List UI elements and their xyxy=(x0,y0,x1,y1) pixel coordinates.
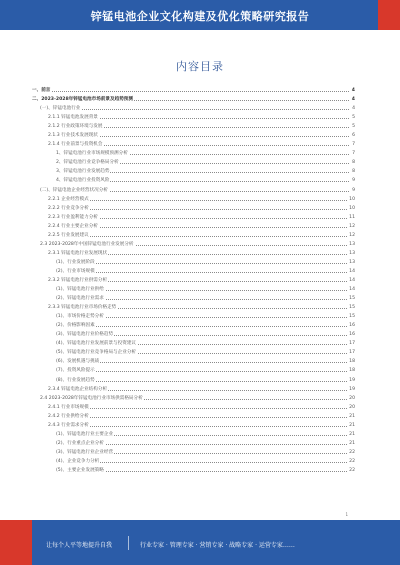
toc-entry[interactable] xyxy=(32,195,355,204)
toc-entry-page: 22 xyxy=(348,466,355,475)
toc-entry-page: 11 xyxy=(348,213,355,222)
toc-entry-label: 2.2.1 企业经营模式 xyxy=(48,195,90,204)
toc-entry[interactable] xyxy=(32,213,355,222)
toc-entry-page: 10 xyxy=(348,204,355,213)
footer-red-stripe xyxy=(0,520,32,565)
toc-entry[interactable] xyxy=(32,303,355,312)
toc-entry-label: (7)、投资风险提示 xyxy=(56,366,96,375)
toc-entry-label: (5)、锌锰电池行业竞争格局与企业分析 xyxy=(56,348,137,357)
footer-slogan: 让每个人平等地提升自我 xyxy=(46,542,113,549)
footer-divider xyxy=(128,536,129,550)
toc-entry-page: 16 xyxy=(348,330,355,339)
toc-entry[interactable] xyxy=(32,339,355,348)
toc-entry[interactable] xyxy=(32,285,355,294)
toc-entry[interactable] xyxy=(32,95,355,104)
toc-entry-page: 14 xyxy=(348,267,355,276)
toc-dot-leader xyxy=(32,91,349,92)
toc-entry-label: (2)、行业重点企业分析 xyxy=(56,439,105,448)
toc-entry-page: 13 xyxy=(348,249,355,258)
toc-entry-label: 2、锌锰电池行业竞争格局分析 xyxy=(56,158,120,167)
toc-entry-page: 12 xyxy=(348,222,355,231)
toc-entry[interactable] xyxy=(32,321,355,330)
toc-entry[interactable] xyxy=(32,276,355,285)
toc-entry[interactable] xyxy=(32,385,355,394)
toc-entry-label: (2)、锌锰电池行业需求 xyxy=(56,294,105,303)
toc-entry-page: 4 xyxy=(351,95,355,104)
toc-entry-page: 21 xyxy=(348,439,355,448)
toc-entry[interactable] xyxy=(32,204,355,213)
toc-entry-page: 13 xyxy=(348,258,355,267)
toc-entry-label: (3)、锌锰电池行业企业经营 xyxy=(56,448,114,457)
toc-entry[interactable] xyxy=(32,222,355,231)
toc-entry-label: (4)、锌锰电池行业发展前景与投资建议 xyxy=(56,339,137,348)
toc-entry[interactable] xyxy=(32,348,355,357)
toc-entry[interactable] xyxy=(32,86,355,95)
toc-entry-page: 14 xyxy=(348,285,355,294)
toc-entry-label: (5)、主要企业发展策略 xyxy=(56,466,105,475)
toc-entry-label: 2.1.1 锌锰电池发展背景 xyxy=(48,113,99,122)
toc-entry-label: 2.2.2 行业竞争分析 xyxy=(48,204,90,213)
toc-heading: 内容目录 xyxy=(176,60,224,73)
header-red-stripe xyxy=(378,0,400,30)
toc-entry[interactable] xyxy=(32,131,355,140)
toc-dot-leader xyxy=(56,272,349,273)
table-of-contents xyxy=(32,86,355,475)
toc-dot-leader xyxy=(56,381,349,382)
toc-entry-page: 15 xyxy=(348,312,355,321)
toc-entry-page: 5 xyxy=(351,122,355,131)
toc-entry-label: 2.3.1 锌锰电池行业发展现状 xyxy=(48,249,108,258)
toc-entry[interactable] xyxy=(32,357,355,366)
toc-entry[interactable] xyxy=(32,267,355,276)
toc-entry-page: 21 xyxy=(348,421,355,430)
toc-entry-label: 4、锌锰电池行业投资风险 xyxy=(56,176,110,185)
toc-dot-leader xyxy=(56,371,349,372)
toc-entry-label: (2)、行业市场规模 xyxy=(56,267,96,276)
toc-entry[interactable] xyxy=(32,140,355,149)
toc-entry-page: 17 xyxy=(348,348,355,357)
toc-dot-leader xyxy=(48,209,349,210)
toc-entry[interactable] xyxy=(32,122,355,131)
toc-entry[interactable] xyxy=(32,330,355,339)
toc-entry[interactable] xyxy=(32,113,355,122)
report-title: 锌锰电池企业文化构建及优化策略研究报告 xyxy=(90,10,310,23)
toc-entry[interactable] xyxy=(32,457,355,466)
toc-entry-page: 9 xyxy=(351,186,355,195)
toc-dot-leader xyxy=(48,408,349,409)
toc-entry-page: 16 xyxy=(348,321,355,330)
toc-entry[interactable] xyxy=(32,158,355,167)
toc-entry[interactable] xyxy=(32,439,355,448)
toc-entry[interactable] xyxy=(32,240,355,249)
toc-entry-label: (一)、锌锰电池行业 xyxy=(40,104,81,113)
toc-entry[interactable] xyxy=(32,466,355,475)
toc-entry-page: 19 xyxy=(348,385,355,394)
toc-entry-label: 2.3.4 锌锰电池企业结构分析 xyxy=(48,385,108,394)
page-number: 1 xyxy=(345,512,348,517)
toc-entry-label: 2.4.2 行业供给分析 xyxy=(48,412,90,421)
toc-entry-page: 4 xyxy=(351,86,355,95)
toc-entry-page: 21 xyxy=(348,430,355,439)
toc-entry-page: 6 xyxy=(351,131,355,140)
toc-entry[interactable] xyxy=(32,231,355,240)
toc-entry[interactable] xyxy=(32,294,355,303)
toc-entry[interactable] xyxy=(32,412,355,421)
toc-entry-page: 13 xyxy=(348,240,355,249)
toc-entry-page: 7 xyxy=(351,149,355,158)
toc-entry-label: 2.2.5 行业发展建议 xyxy=(48,231,90,240)
toc-entry[interactable] xyxy=(32,167,355,176)
toc-entry[interactable] xyxy=(32,421,355,430)
toc-entry-page: 22 xyxy=(348,457,355,466)
toc-entry-label: (3)、锌锰电池行业价格趋势 xyxy=(56,330,114,339)
report-header-bar xyxy=(0,0,400,30)
toc-entry-page: 5 xyxy=(351,113,355,122)
toc-entry-label: 2.4.1 行业市场规模 xyxy=(48,403,90,412)
toc-entry-page: 22 xyxy=(348,448,355,457)
toc-entry[interactable] xyxy=(32,258,355,267)
footer-experts: 行业专家 · 管理专家 · 营销专家 · 战略专家 · 运营专家…… xyxy=(140,542,295,549)
toc-entry-page: 4 xyxy=(351,104,355,113)
toc-entry-page: 7 xyxy=(351,140,355,149)
toc-entry-page: 10 xyxy=(348,195,355,204)
toc-entry-label: (1)、行业发展阶段 xyxy=(56,258,96,267)
toc-entry-page: 18 xyxy=(348,366,355,375)
footer-bar xyxy=(0,520,400,565)
toc-entry[interactable] xyxy=(32,104,355,113)
toc-entry[interactable] xyxy=(32,376,355,385)
toc-entry-label: (8)、行业发展趋势 xyxy=(56,376,96,385)
toc-entry-label: 2.1.4 行业前景与投资机会 xyxy=(48,140,104,149)
toc-entry[interactable] xyxy=(32,448,355,457)
toc-entry-label: (二)、锌锰电池企业经营状况分析 xyxy=(40,186,109,195)
toc-entry-label: 1、锌锰电池行业市场规模预测分析 xyxy=(56,149,129,158)
toc-entry[interactable] xyxy=(32,186,355,195)
toc-entry-label: 2.3 2023-2028年中国锌锰电池行业发展分析 xyxy=(40,240,135,249)
toc-dot-leader xyxy=(48,200,349,201)
toc-entry-page: 15 xyxy=(348,303,355,312)
toc-entry-label: (1)、锌锰电池行业供给 xyxy=(56,285,105,294)
toc-dot-leader xyxy=(48,417,349,418)
toc-entry-label: 2.4 2023-2028年锌锰电池行业市场供需格局分析 xyxy=(40,394,144,403)
toc-entry-page: 8 xyxy=(351,167,355,176)
toc-entry[interactable] xyxy=(32,430,355,439)
toc-entry[interactable] xyxy=(32,176,355,185)
toc-entry-label: 2.2.3 行业盈利能力分析 xyxy=(48,213,99,222)
toc-entry-page: 21 xyxy=(348,412,355,421)
toc-entry[interactable] xyxy=(32,403,355,412)
toc-entry-label: 2.3.2 锌锰电池行业供需分析 xyxy=(48,276,108,285)
toc-entry[interactable] xyxy=(32,149,355,158)
toc-dot-leader xyxy=(48,426,349,427)
toc-entry-label: 2.4.3 行业需求分析 xyxy=(48,421,90,430)
toc-entry-label: 2.1.3 行业技术发展现状 xyxy=(48,131,99,140)
toc-entry-page: 20 xyxy=(348,394,355,403)
toc-entry-label: 2.3.3 锌锰电池行业市场价格走势 xyxy=(48,303,117,312)
toc-entry-label: 2.2.4 行业主要企业分析 xyxy=(48,222,99,231)
toc-entry-label: 3、锌锰电池行业发展趋势 xyxy=(56,167,110,176)
toc-entry-page: 9 xyxy=(351,176,355,185)
toc-entry-page: 14 xyxy=(348,276,355,285)
toc-entry[interactable] xyxy=(32,394,355,403)
toc-dot-leader xyxy=(56,326,349,327)
toc-entry-page: 12 xyxy=(348,231,355,240)
toc-entry-label: 二、2023-2028年锌锰电池市场前景及趋势预测 xyxy=(32,95,134,104)
toc-dot-leader xyxy=(48,236,349,237)
toc-entry[interactable] xyxy=(32,249,355,258)
toc-entry-label: 2.1.2 行业政策环境与发展 xyxy=(48,122,104,131)
toc-entry-page: 19 xyxy=(348,376,355,385)
toc-entry-page: 20 xyxy=(348,403,355,412)
toc-entry-label: (2)、价格影响因素 xyxy=(56,321,96,330)
toc-entry-label: (1)、锌锰电池行业主要企业 xyxy=(56,430,114,439)
toc-entry[interactable] xyxy=(32,312,355,321)
toc-entry[interactable] xyxy=(32,366,355,375)
toc-dot-leader xyxy=(40,109,349,110)
toc-dot-leader xyxy=(56,263,349,264)
toc-entry-page: 8 xyxy=(351,158,355,167)
toc-entry-label: 一、前言 xyxy=(32,86,51,95)
toc-entry-page: 17 xyxy=(348,339,355,348)
toc-entry-page: 18 xyxy=(348,357,355,366)
toc-entry-label: (4)、企业竞争力分析 xyxy=(56,457,100,466)
toc-entry-page: 15 xyxy=(348,294,355,303)
toc-entry-label: (1)、市场价格走势分析 xyxy=(56,312,105,321)
toc-entry-label: (6)、发展机遇与挑战 xyxy=(56,357,100,366)
